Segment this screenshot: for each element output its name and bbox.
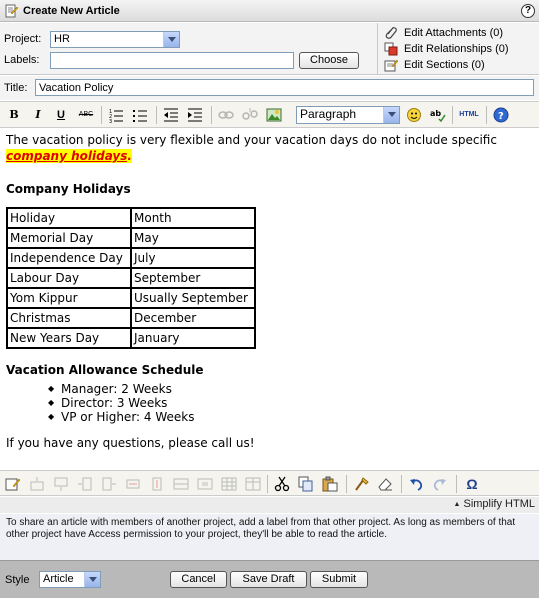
bold-button[interactable]: B <box>9 108 19 121</box>
window-title: Create New Article <box>23 4 120 17</box>
choose-button[interactable]: Choose <box>299 52 359 69</box>
bulleted-list-icon[interactable] <box>132 107 148 123</box>
toolbar-separator <box>486 106 487 124</box>
special-character-icon[interactable]: Ω <box>466 476 478 492</box>
cancel-button[interactable]: Cancel <box>170 571 227 588</box>
toolbar-separator <box>101 106 102 124</box>
project-label: Project: <box>4 33 42 45</box>
table-cell: September <box>131 268 255 288</box>
project-value: HR <box>54 33 70 45</box>
indent-icon[interactable] <box>187 107 203 123</box>
toolbar-separator <box>452 106 453 124</box>
edit-sections-link[interactable] <box>384 57 485 72</box>
toolbar-separator <box>211 106 212 124</box>
triangle-up-icon: ▲ <box>453 501 461 508</box>
table-toolbar <box>0 470 539 496</box>
holidays-heading: Company Holidays <box>6 182 131 196</box>
table-cell: January <box>131 328 255 348</box>
table-cell: July <box>131 248 255 268</box>
table-row <box>7 308 255 328</box>
edit-properties-icon[interactable] <box>5 476 21 492</box>
cut-icon[interactable] <box>274 476 290 492</box>
allowance-list <box>6 382 533 424</box>
list-item: ◆ Director: 3 Weeks <box>61 396 533 410</box>
toolbar-separator <box>456 475 457 493</box>
share-info-text: To share an article with members of another project, add a label from that other project. As long as members of that other project have Access permission to your project, they'll be able to read the article. <box>0 514 539 560</box>
undo-icon[interactable] <box>408 476 424 492</box>
paragraph-format-value: Paragraph <box>300 107 357 121</box>
style-label: Style <box>5 574 30 586</box>
window-titlebar <box>0 0 539 22</box>
save-draft-button[interactable]: Save Draft <box>230 571 307 588</box>
simplify-row <box>0 497 539 513</box>
closing-paragraph: If you have any questions, please call us! <box>6 436 255 450</box>
format-toolbar <box>0 101 539 128</box>
paste-icon[interactable] <box>322 476 338 492</box>
svg-text:2: 2 <box>109 114 113 120</box>
article-icon <box>4 4 18 18</box>
labels-label: Labels: <box>4 54 40 66</box>
svg-text:?: ? <box>498 111 504 122</box>
submit-button[interactable]: Submit <box>310 571 368 588</box>
simplify-html-label: Simplify HTML <box>463 498 535 510</box>
simplify-html-link[interactable] <box>453 498 535 510</box>
table-cell: December <box>131 308 255 328</box>
strikethrough-button[interactable]: ABC <box>78 111 94 118</box>
insert-column-right-icon[interactable] <box>101 476 117 492</box>
chevron-down-icon <box>383 107 399 123</box>
delete-column-icon[interactable] <box>149 476 165 492</box>
title-input[interactable] <box>35 79 534 96</box>
style-select[interactable] <box>39 571 101 588</box>
insert-column-icon[interactable] <box>77 476 93 492</box>
table-row <box>7 328 255 348</box>
toolbar-separator <box>267 475 268 493</box>
intro-text: The vacation policy is very flexible and your vacation days do not include specific <box>6 133 497 147</box>
edit-relationships-label: Edit Relationships (0) <box>404 42 509 55</box>
edit-relationships-link[interactable] <box>384 41 509 56</box>
relationships-icon <box>384 42 398 56</box>
table-icon[interactable] <box>221 476 237 492</box>
style-value: Article <box>43 573 74 585</box>
table-cell: Holiday <box>7 208 131 228</box>
edit-attachments-label: Edit Attachments (0) <box>404 26 504 39</box>
table-cell: May <box>131 228 255 248</box>
spellcheck-icon[interactable] <box>430 107 446 123</box>
paragraph-format-select[interactable] <box>296 106 400 124</box>
table-cell: Month <box>131 208 255 228</box>
table-row <box>7 248 255 268</box>
allowance-heading: Vacation Allowance Schedule <box>6 363 204 377</box>
redo-icon[interactable] <box>432 476 448 492</box>
link-icon[interactable] <box>218 107 234 123</box>
image-icon[interactable] <box>266 107 282 123</box>
clean-format-icon[interactable] <box>353 476 369 492</box>
emoticon-icon[interactable] <box>406 107 422 123</box>
toolbar-separator <box>156 106 157 124</box>
sections-icon <box>384 58 398 72</box>
labels-input[interactable] <box>50 52 294 69</box>
italic-button[interactable]: I <box>35 108 41 121</box>
article-editor[interactable] <box>0 128 539 470</box>
table-cell: Christmas <box>7 308 131 328</box>
table-properties-icon[interactable] <box>245 476 261 492</box>
intro-paragraph <box>6 132 533 164</box>
delete-row-icon[interactable] <box>125 476 141 492</box>
chevron-down-icon <box>163 32 179 47</box>
editor-help-icon[interactable] <box>493 107 509 123</box>
unlink-icon[interactable] <box>242 107 258 123</box>
highlight-period: . <box>127 149 132 163</box>
insert-row-above-icon[interactable] <box>29 476 45 492</box>
insert-row-below-icon[interactable] <box>53 476 69 492</box>
list-item: ◆ Manager: 2 Weeks <box>61 382 533 396</box>
underline-button[interactable]: U <box>57 109 65 121</box>
highlighted-text: company holidays <box>6 149 128 163</box>
html-source-button[interactable]: HTML <box>459 111 479 118</box>
project-select[interactable] <box>50 31 180 48</box>
merge-cells-icon[interactable] <box>173 476 189 492</box>
table-cell: Usually September <box>131 288 255 308</box>
title-row <box>0 76 539 100</box>
edit-attachments-link[interactable] <box>384 25 503 40</box>
split-cells-icon[interactable] <box>197 476 213 492</box>
toolbar-separator <box>401 475 402 493</box>
svg-text:3: 3 <box>109 119 113 123</box>
svg-text:1: 1 <box>109 109 113 115</box>
table-cell: New Years Day <box>7 328 131 348</box>
title-label: Title: <box>4 82 28 94</box>
edit-sections-label: Edit Sections (0) <box>404 58 485 71</box>
divider <box>377 23 378 75</box>
chevron-down-icon <box>84 572 100 587</box>
paperclip-icon <box>384 26 398 40</box>
list-item: ◆ VP or Higher: 4 Weeks <box>61 410 533 424</box>
holidays-table <box>6 207 256 349</box>
table-cell: Yom Kippur <box>7 288 131 308</box>
table-cell: Independence Day <box>7 248 131 268</box>
table-row <box>7 228 255 248</box>
svg-text:ab: ab <box>430 109 442 118</box>
article-properties <box>0 23 539 75</box>
toolbar-separator <box>346 475 347 493</box>
table-row <box>7 208 255 228</box>
copy-icon[interactable] <box>298 476 314 492</box>
table-cell: Labour Day <box>7 268 131 288</box>
outdent-icon[interactable] <box>163 107 179 123</box>
numbered-list-icon[interactable] <box>108 107 124 123</box>
help-icon[interactable]: ? <box>521 4 535 18</box>
table-row <box>7 288 255 308</box>
bottom-bar <box>0 560 539 598</box>
table-row <box>7 268 255 288</box>
table-cell: Memorial Day <box>7 228 131 248</box>
eraser-icon[interactable] <box>377 476 393 492</box>
